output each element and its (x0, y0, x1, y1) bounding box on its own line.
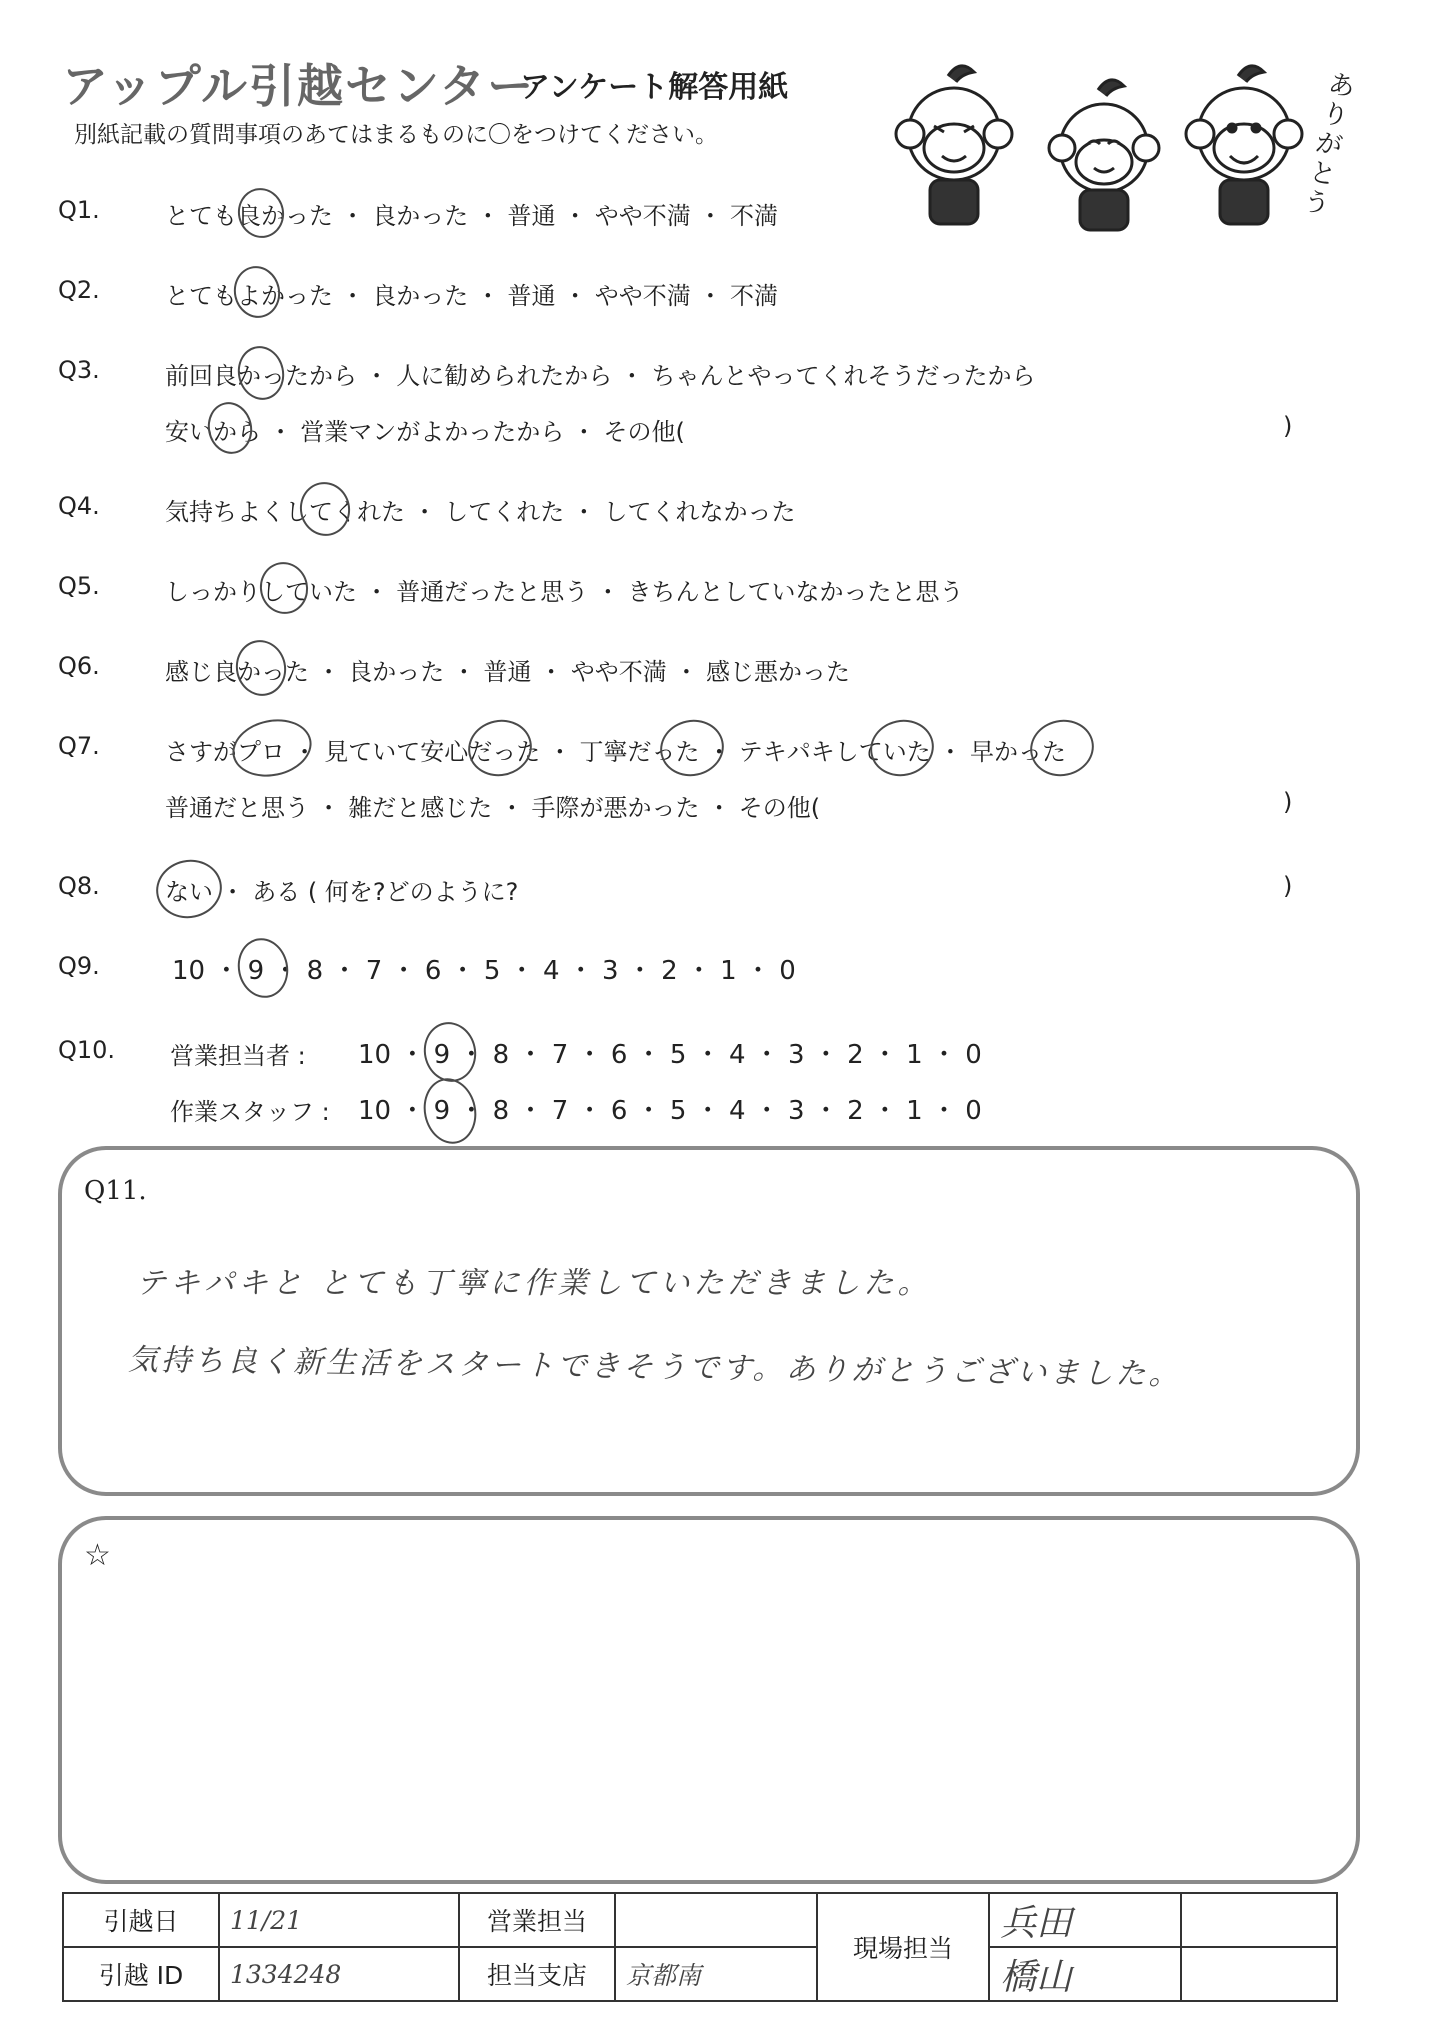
q9-answer-circle (232, 933, 293, 1002)
q11-comment-line2: 気持ち良く新生活をスタートできそうです。ありがとうございました。 (127, 1342, 1182, 1393)
q11-comment-box[interactable] (58, 1146, 1360, 1496)
q7-answer-circle-5 (1025, 714, 1099, 782)
monkey-mascots-illustration (890, 56, 1350, 236)
q11-comment-line1: テキパキと とても丁寧に作業していただきました。 (136, 1266, 932, 1301)
footer-info-table (62, 1892, 1338, 2002)
q3-options-line2[interactable]: 安いから ・ 営業マンがよかったから ・ その他( (165, 418, 685, 446)
q11-label: Q11. (84, 1176, 147, 1206)
q4-answer-circle (295, 477, 355, 540)
q6-options[interactable]: 感じ良かった ・ 良かった ・ 普通 ・ やや不満 ・ 感じ悪かった (165, 658, 851, 686)
star-icon: ☆ (84, 1538, 111, 1573)
form-subtitle: アンケート解答用紙 (520, 70, 789, 105)
q7-answer-circle-3 (655, 714, 729, 782)
q1-answer-circle (233, 184, 288, 242)
q2-answer-circle (229, 262, 285, 322)
site-staff-label: 現場担当 (817, 1893, 989, 2001)
q7-answer-circle-1 (227, 712, 317, 783)
q10-sales-scale[interactable]: 10 ・ 9 ・ 8 ・ 7 ・ 6 ・ 5 ・ 4 ・ 3 ・ 2 ・ 1 ・ 0 (358, 1040, 982, 1070)
q5-options[interactable]: しっかりしていた ・ 普通だったと思う ・ きちんとしていなかったと思う (165, 578, 964, 606)
q10-staff-answer-circle (418, 1073, 483, 1148)
q7-answer-circle-2 (463, 714, 537, 782)
q10-label: Q10. (58, 1036, 116, 1064)
site-staff-extra-2[interactable] (1181, 1947, 1337, 2001)
q7-answer-circle-4 (865, 714, 939, 782)
q1-label: Q1. (58, 196, 100, 224)
monkey-left-icon (896, 66, 1012, 224)
q9-label: Q9. (58, 952, 100, 980)
move-id-label: 引越 ID (63, 1947, 219, 2001)
q3-answer-circle-2 (203, 398, 257, 458)
q4-options[interactable]: 気持ちよくしてくれた ・ してくれた ・ してくれなかった (165, 498, 796, 526)
move-id-value[interactable]: 1334248 (219, 1947, 459, 2001)
q8-options[interactable]: ない ・ ある ( 何を?どのように? (165, 878, 519, 906)
q7-options-line2[interactable]: 普通だと思う ・ 雑だと感じた ・ 手際が悪かった ・ その他( (165, 794, 821, 822)
q10-sales-answer-circle (418, 1017, 481, 1087)
branch-value[interactable]: 京都南 (615, 1947, 817, 2001)
q4-label: Q4. (58, 492, 100, 520)
site-staff-value-2[interactable]: 橋山 (989, 1947, 1181, 2001)
q6-label: Q6. (58, 652, 100, 680)
extra-comment-box[interactable] (58, 1516, 1360, 1884)
q7-close-paren: ) (1283, 788, 1293, 816)
site-staff-value-1[interactable]: 兵田 (989, 1893, 1181, 1947)
instruction-text: 別紙記載の質問事項のあてはまるものに〇をつけてください。 (74, 122, 718, 148)
branch-label: 担当支店 (459, 1947, 615, 2001)
q7-options-line1[interactable]: さすがプロ ・ 見ていて安心だった ・ 丁寧だった ・ テキパキしていた ・ 早かった (165, 738, 1067, 766)
q8-close-paren: ) (1283, 872, 1293, 900)
q9-scale[interactable]: 10 ・ 9 ・ 8 ・ 7 ・ 6 ・ 5 ・ 4 ・ 3 ・ 2 ・ 1 ・ 0 (172, 956, 796, 986)
q6-answer-circle (231, 635, 292, 700)
q3-options-line1[interactable]: 前回良かったから ・ 人に勧められたから ・ ちゃんとやってくれそうだったから (165, 362, 1036, 390)
q8-label: Q8. (58, 872, 100, 900)
q10-sales-label: 営業担当者 : (170, 1042, 306, 1070)
q3-answer-circle-1 (233, 342, 289, 404)
q1-options[interactable]: とても良かった ・ 良かった ・ 普通 ・ やや不満 ・ 不満 (165, 202, 779, 230)
move-date-value[interactable]: 11/21 (219, 1893, 459, 1947)
arigatou-text: ありがとう (1300, 68, 1358, 222)
q3-close-paren: ) (1283, 412, 1293, 440)
move-date-label: 引越日 (63, 1893, 219, 1947)
monkey-right-icon (1186, 66, 1302, 224)
sales-rep-label: 営業担当 (459, 1893, 615, 1947)
q5-answer-circle (255, 558, 313, 619)
company-title: アップル引越センター (62, 59, 536, 113)
q5-label: Q5. (58, 572, 100, 600)
q7-label: Q7. (58, 732, 100, 760)
sales-rep-value[interactable] (615, 1893, 817, 1947)
q10-staff-scale[interactable]: 10 ・ 9 ・ 8 ・ 7 ・ 6 ・ 5 ・ 4 ・ 3 ・ 2 ・ 1 ・ 0 (358, 1096, 982, 1126)
q3-label: Q3. (58, 356, 100, 384)
q2-label: Q2. (58, 276, 100, 304)
site-staff-extra-1[interactable] (1181, 1893, 1337, 1947)
monkey-middle-icon (1049, 80, 1159, 230)
q8-answer-circle (151, 854, 228, 924)
q2-options[interactable]: とてもよかった ・ 良かった ・ 普通 ・ やや不満 ・ 不満 (165, 282, 779, 310)
q10-staff-label: 作業スタッフ : (170, 1098, 330, 1126)
